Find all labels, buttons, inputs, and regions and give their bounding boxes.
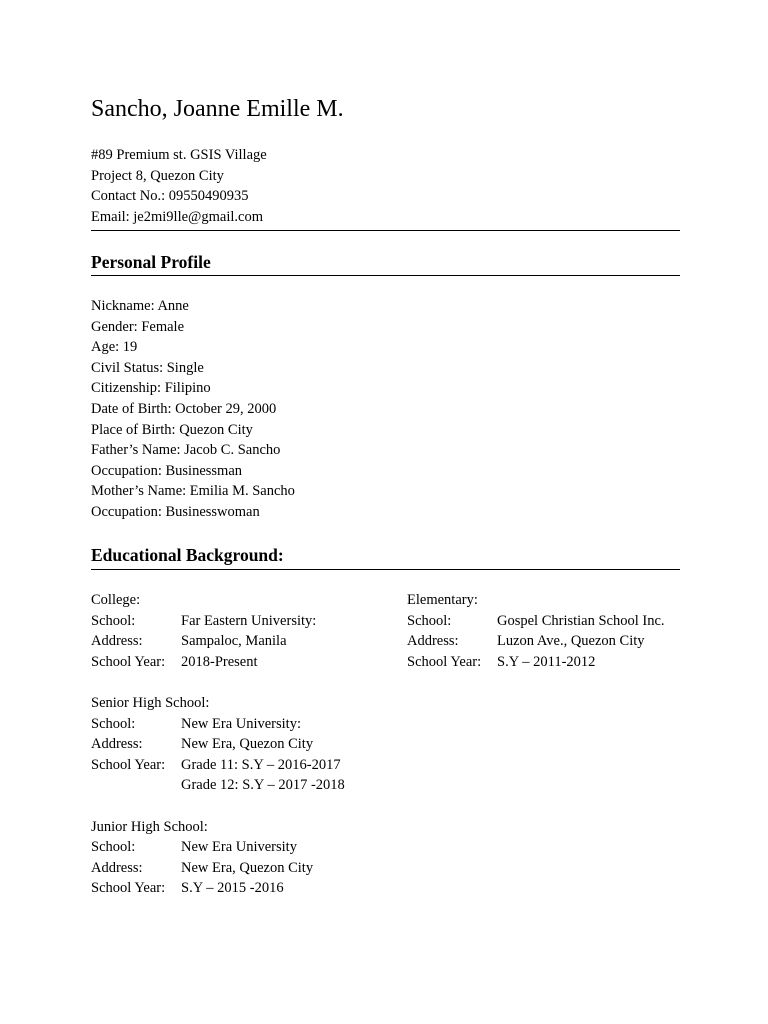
applicant-name: Sancho, Joanne Emille M.	[91, 96, 344, 122]
contact-number: Contact No.: 09550490935	[91, 188, 249, 205]
address-line-2: Project 8, Quezon City	[91, 167, 224, 184]
junior-high-address-row	[91, 858, 345, 879]
personal-profile-heading: Personal Profile	[91, 252, 211, 272]
profile-civil-status: Civil Status: Single	[91, 359, 204, 376]
header-divider	[91, 230, 680, 231]
college-year-row	[91, 652, 345, 673]
senior-high-year-value-2: Grade 12: S.Y – 2017 -2018	[181, 777, 345, 794]
junior-high-school-value: New Era University	[181, 839, 297, 856]
elementary-year-label: School Year:	[407, 653, 482, 670]
elementary-year-row	[407, 652, 665, 673]
education-right-column	[407, 590, 665, 693]
elementary-school-value: Gospel Christian School Inc.	[497, 612, 665, 629]
senior-high-address-value: New Era, Quezon City	[181, 736, 314, 753]
elementary-heading: Elementary:	[407, 592, 478, 608]
senior-high-address-row	[91, 734, 345, 755]
elementary-address-label: Address:	[407, 633, 459, 650]
email-address: Email: je2mi9lle@gmail.com	[91, 208, 264, 225]
college-school-value: Far Eastern University:	[181, 612, 317, 629]
junior-high-school-row	[91, 837, 345, 858]
profile-fathers-name: Father’s Name: Jacob C. Sancho	[91, 442, 281, 459]
senior-high-year-row	[91, 755, 345, 776]
address-line-1: #89 Premium st. GSIS Village	[91, 147, 267, 163]
junior-high-school-label: School:	[91, 839, 136, 856]
senior-high-school-label: School:	[91, 715, 136, 732]
profile-place-of-birth: Place of Birth: Quezon City	[91, 421, 253, 438]
contact-block	[91, 145, 267, 227]
junior-high-address-value: New Era, Quezon City	[181, 859, 314, 876]
elementary-address-row	[407, 631, 665, 652]
college-year-value: 2018-Present	[181, 653, 258, 670]
junior-high-block	[91, 817, 345, 899]
profile-gender: Gender: Female	[91, 318, 185, 335]
senior-high-year-label: School Year:	[91, 756, 166, 773]
profile-mothers-name: Mother’s Name: Emilia M. Sancho	[91, 483, 295, 500]
profile-date-of-birth: Date of Birth: October 29, 2000	[91, 400, 277, 417]
profile-citizenship: Citizenship: Filipino	[91, 380, 211, 397]
college-address-label: Address:	[91, 633, 143, 650]
elementary-address-value: Luzon Ave., Quezon City	[497, 633, 645, 650]
elementary-school-label: School:	[407, 612, 452, 629]
profile-nickname: Nickname: Anne	[91, 298, 189, 314]
senior-high-address-label: Address:	[91, 736, 143, 753]
personal-profile-list	[91, 296, 295, 523]
senior-high-year-value-1: Grade 11: S.Y – 2016-2017	[181, 756, 341, 773]
senior-high-year-spacer	[91, 775, 181, 796]
senior-high-heading: Senior High School:	[91, 694, 210, 711]
education-divider	[91, 569, 680, 570]
senior-high-block	[91, 693, 345, 796]
elementary-year-value: S.Y – 2011-2012	[497, 653, 596, 670]
profile-age: Age: 19	[91, 339, 138, 356]
elementary-school-row	[407, 611, 665, 632]
college-address-row	[91, 631, 345, 652]
junior-high-year-row	[91, 878, 345, 899]
senior-high-school-row	[91, 714, 345, 735]
junior-high-year-value: S.Y – 2015 -2016	[181, 880, 284, 897]
college-address-value: Sampaloc, Manila	[181, 633, 287, 650]
college-school-label: School:	[91, 612, 136, 629]
elementary-block	[407, 590, 665, 672]
personal-profile-divider	[91, 275, 680, 276]
college-heading: College:	[91, 592, 141, 608]
profile-father-occupation: Occupation: Businessman	[91, 462, 243, 479]
education-left-column	[91, 590, 345, 920]
college-block	[91, 590, 345, 672]
education-heading: Educational Background:	[91, 545, 284, 565]
junior-high-heading: Junior High School:	[91, 818, 208, 835]
junior-high-address-label: Address:	[91, 859, 143, 876]
senior-high-school-value: New Era University:	[181, 715, 301, 732]
profile-mother-occupation: Occupation: Businesswoman	[91, 503, 260, 520]
senior-high-year-row-2	[91, 775, 345, 796]
junior-high-year-label: School Year:	[91, 880, 166, 897]
college-year-label: School Year:	[91, 653, 166, 670]
college-school-row	[91, 611, 345, 632]
